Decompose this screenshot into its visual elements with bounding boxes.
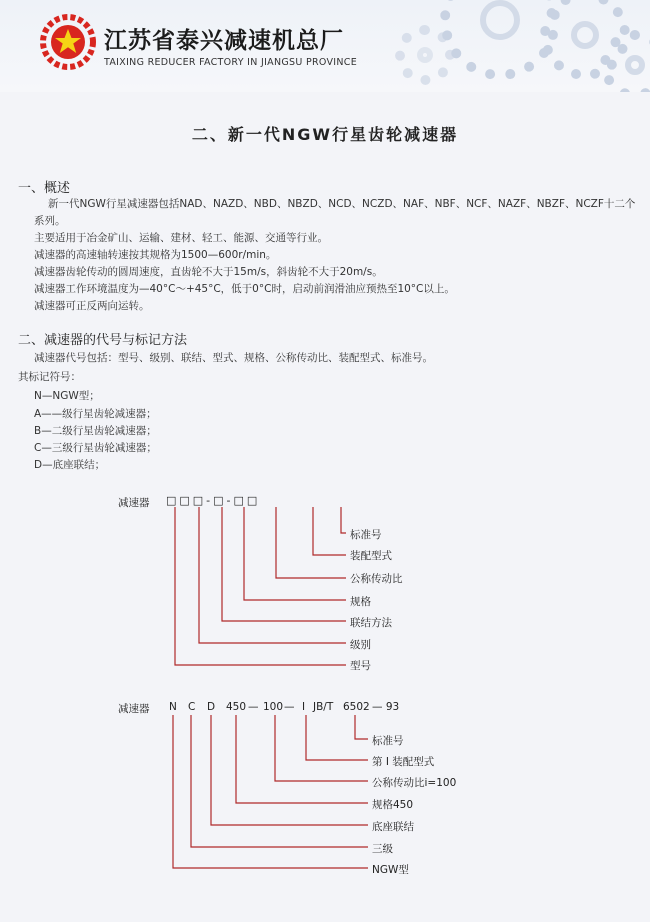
page-title: 二、新一代NGW行星齿轮减速器 — [191, 125, 459, 144]
code-item: N—NGW型； — [34, 390, 100, 402]
diagram2-code: — 93 — [372, 701, 400, 713]
diagram2-code: JB/T — [313, 701, 334, 713]
page-header — [0, 0, 650, 92]
code-item: B—二级行星齿轮减速器； — [34, 425, 157, 437]
diagram1-label: 装配型式 — [350, 550, 392, 562]
diagram2-code: 450 — [226, 701, 247, 713]
mark-label: 其标记符号： — [18, 371, 81, 383]
diagram2-code: — — [284, 701, 295, 713]
leader-line — [306, 715, 368, 760]
code-intro: 减速器代号包括：型号、级别、联结、型式、规格、公称传动比、装配型式、标准号。 — [34, 352, 433, 364]
overview-line: 新一代NGW行星减速器包括NAD、NAZD、NBD、NBZD、NCD、NCZD、NAF、NBF、NCF、NAZF、NBZF、NCZF十二个 — [48, 198, 636, 210]
diagram2-code: N — [169, 701, 177, 713]
diagram1-code-boxes: □□□-□-□□ — [166, 494, 261, 507]
leader-line — [244, 507, 346, 600]
diagram2-code: — — [248, 701, 259, 713]
section-heading-code: 二、减速器的代号与标记方法 — [18, 333, 188, 348]
overview-line: 减速器可正反两向运转。 — [34, 300, 150, 312]
leader-line — [175, 507, 346, 665]
company-name-en: TAIXING REDUCER FACTORY IN JIANGSU PROVINCE — [104, 57, 358, 68]
diagram2-label: 底座联结 — [372, 821, 414, 833]
section-heading-overview: 一、概述 — [18, 181, 71, 196]
code-item: A——级行星齿轮减速器； — [34, 408, 157, 420]
leader-line — [355, 715, 368, 739]
diagram2-code: D — [207, 701, 216, 713]
diagram2-label: 标准号 — [372, 735, 404, 747]
diagram1-label: 标准号 — [350, 529, 382, 541]
overview-line: 主要适用于冶金矿山、运输、建材、轻工、能源、交通等行业。 — [34, 232, 328, 244]
diagram2-code: 6502 — [343, 701, 370, 713]
overview-line: 减速器的高速轴转速按其规格为1500—600r/min。 — [34, 249, 277, 261]
overview-line: 系列。 — [34, 215, 66, 227]
diagram1-label: 级别 — [350, 639, 371, 651]
diagram2-prefix: 减速器 — [118, 703, 150, 715]
leader-line — [275, 715, 368, 781]
leader-line — [222, 507, 346, 621]
leader-line — [341, 507, 346, 533]
leader-line — [313, 507, 346, 555]
code-item: D—底座联结； — [34, 459, 106, 471]
overview-line: 减速器工作环境温度为—40°C～+45°C，低于0°C时，启动前润滑油应预热至10°C以上。 — [34, 283, 455, 295]
leader-line — [236, 715, 368, 803]
leader-line — [173, 715, 368, 868]
diagram2-code: I — [302, 701, 306, 713]
diagram1-label: 公称传动比 — [350, 573, 403, 585]
overview-line: 减速器齿轮传动的圆周速度，直齿轮不大于15m/s，斜齿轮不大于20m/s。 — [34, 266, 383, 278]
diagram2-code: C — [188, 701, 196, 713]
leader-line — [276, 507, 346, 578]
diagram2-label: NGW型 — [372, 864, 409, 876]
leader-line — [199, 507, 346, 643]
diagram2-code: 100 — [263, 701, 284, 713]
diagram2-label: 三级 — [372, 843, 393, 855]
diagram1-label: 型号 — [350, 660, 371, 672]
diagram1-prefix: 减速器 — [118, 497, 150, 509]
gear-decoration-icon — [395, 25, 455, 85]
diagram1-label: 规格 — [350, 596, 371, 608]
diagram2-label: 规格450 — [372, 799, 414, 811]
diagram2-label: 第 I 装配型式 — [372, 756, 435, 768]
code-item: C—三级行星齿轮减速器； — [34, 442, 157, 454]
diagram1-label: 联结方法 — [350, 617, 392, 629]
company-name: 江苏省泰兴减速机总厂 — [104, 28, 344, 54]
leader-line — [191, 715, 368, 847]
gear-star-logo-icon — [40, 14, 96, 70]
diagram2-label: 公称传动比i=100 — [372, 777, 457, 789]
leader-line — [211, 715, 368, 825]
